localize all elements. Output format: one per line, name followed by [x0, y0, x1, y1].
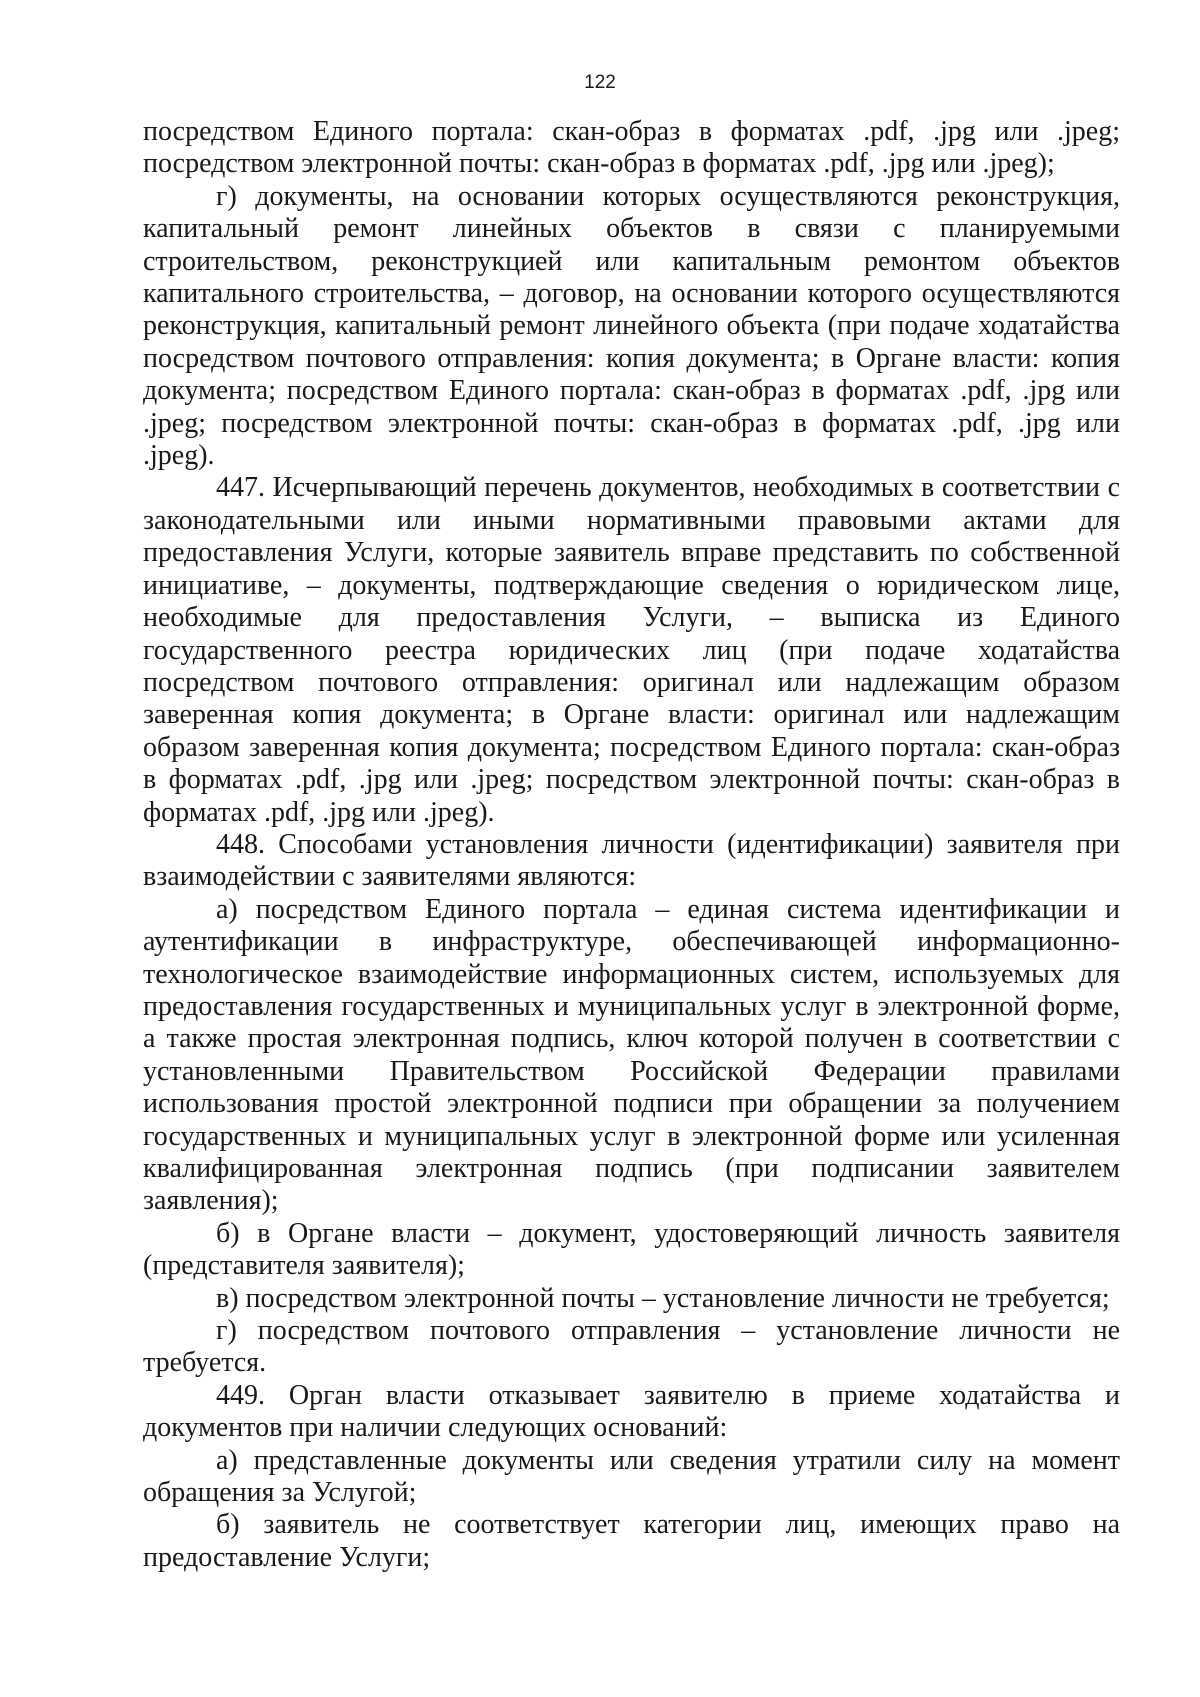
- paragraph-448-item-v: в) посредством электронной почты – установление личности не требуется;: [216, 1282, 1110, 1314]
- paragraph-item-g: г) документы, на основании которых осуществляются реконструкция, капитальный ремонт линейных объектов в связи с планируемыми строительством, реконструкцией или капитальным ремонтом объектов капитального строительства, – договор, на основании которого осуществляются реконструкция, капитальный ремонт линейного объекта (при подаче ходатайства посредством почтового отправления: копия документа; в Органе власти: копия документа; посредством Единого портала: скан-образ в форматах .pdf, .jpg или .jpeg; посредством электронной почты: скан-образ в форматах .pdf, .jpg или .jpeg).: [143, 180, 1120, 472]
- paragraph-448-item-b: б) в Органе власти – документ, удостоверяющий личность заявителя (представителя заявителя);: [143, 1217, 1120, 1282]
- paragraph-447: 447. Исчерпывающий перечень документов, необходимых в соответствии с законодательными или иными нормативными правовыми актами для предоставления Услуги, которые заявитель вправе представить по собственной инициативе, – документы, подтверждающие сведения о юридическом лице, необходимые для предоставления Услуги, – выписка из Единого государственного реестра юридических лиц (при подаче ходатайства посредством почтового отправления: оригинал или надлежащим образом заверенная копия документа; в Органе власти: оригинал или надлежащим образом заверенная копия документа; посредством Единого портала: скан-образ в форматах .pdf, .jpg или .jpeg; посредством электронной почты: скан-образ в форматах .pdf, .jpg или .jpeg).: [143, 472, 1120, 828]
- paragraph-448-item-a: а) посредством Единого портала – единая система идентификации и аутентификации в инфраструктуре, обеспечивающей информационно-технологическое взаимодействие информационных систем, используемых для предоставления государственных и муниципальных услуг в электронной форме, а также простая электронная подпись, ключ которой получен в соответствии с установленными Правительством Российской Федерации правилами использования простой электронной подписи при обращении за получением государственных и муниципальных услуг в электронной форме или усиленная квалифицированная электронная подпись (при подписании заявителем заявления);: [143, 893, 1120, 1217]
- paragraph-448: 448. Способами установления личности (идентификации) заявителя при взаимодействии с заявителями являются:: [143, 828, 1120, 893]
- page-number: 122: [584, 72, 616, 93]
- paragraph-449-item-b: б) заявитель не соответствует категории лиц, имеющих право на предоставление Услуги;: [143, 1509, 1120, 1573]
- paragraph-449-item-a: а) представленные документы или сведения утратили силу на момент обращения за Услугой;: [143, 1444, 1120, 1509]
- document-body: [143, 116, 1120, 1574]
- paragraph-448-item-g: г) посредством почтового отправления – установление личности не требуется.: [143, 1315, 1120, 1379]
- paragraph-449: 449. Орган власти отказывает заявителю в приеме ходатайства и документов при наличии следующих оснований:: [143, 1379, 1120, 1444]
- paragraph-continuation: посредством Единого портала: скан-образ в форматах .pdf, .jpg или .jpeg; посредством электронной почты: скан-образ в форматах .pdf, .jpg или .jpeg);: [143, 116, 1120, 180]
